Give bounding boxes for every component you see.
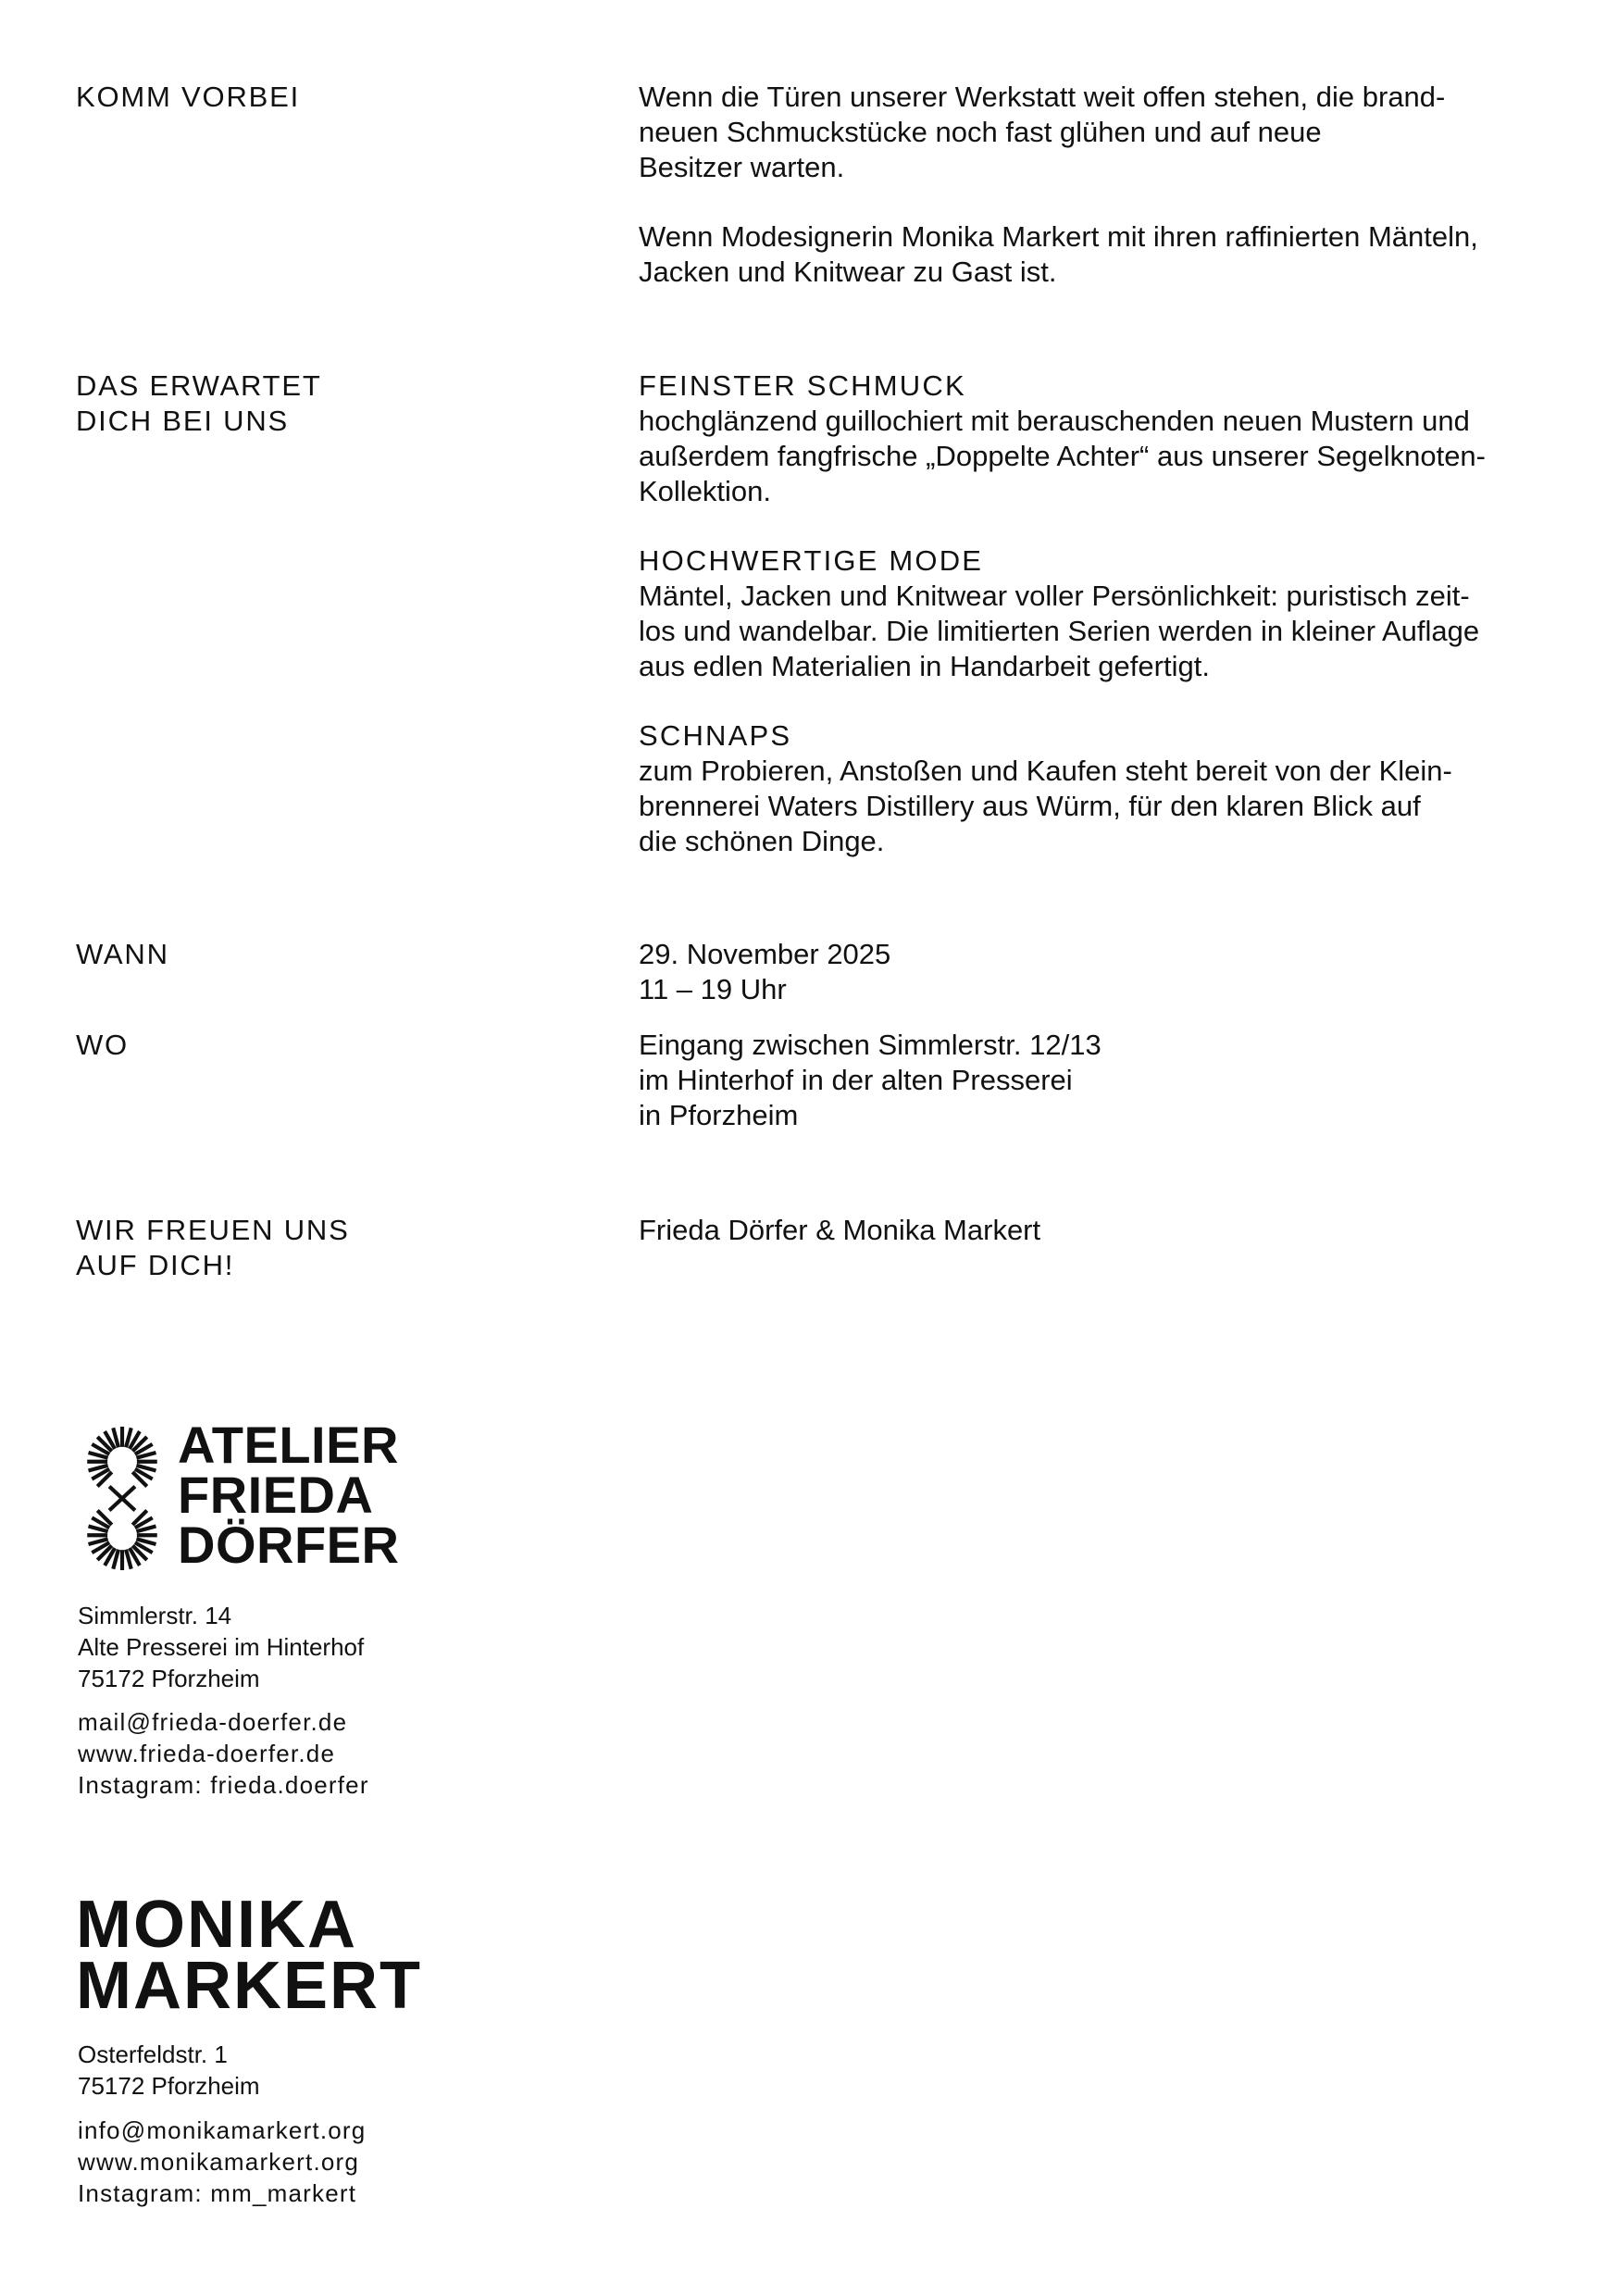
item-3-title: SCHNAPS [639,719,792,752]
atelier-address: Simmlerstr. 14 Alte Presserei im Hinterhof 75172 Pforzheim [78,1602,365,1692]
komm-vorbei-paragraph-2: Wenn Modesignerin Monika Markert mit ihren raffinierten Mänteln, Jacken und Knitwear zu Gast ist. [639,220,1478,288]
item-1-text: hochglänzend guillochiert mit berauschenden neuen Mustern und außerdem fangfrische „Doppelte Achter“ aus unserer Segelknoten- Kollektion. [639,405,1486,507]
label-wann: WANN [76,938,169,970]
item-2-title: HOCHWERTIGE MODE [639,544,984,577]
label-das-erwartet: DAS ERWARTET DICH BEI UNS [76,369,322,437]
item-1-title: FEINSTER SCHMUCK [639,369,966,402]
das-erwartet-content [639,368,1555,859]
sunburst-figure-eight-icon [76,1425,168,1572]
komm-vorbei-content [639,80,1555,290]
wir-freuen-text: Frieda Dörfer & Monika Markert [639,1214,1041,1246]
wo-text: Eingang zwischen Simmlerstr. 12/13 im Hinterhof in der alten Presserei in Pforzheim [639,1029,1101,1131]
label-wir-freuen: WIR FREUEN UNS AUF DICH! [76,1214,350,1281]
wann-text: 29. November 2025 11 – 19 Uhr [639,938,891,1005]
item-3-text: zum Probieren, Anstoßen und Kaufen steht bereit von der Klein- brennerei Waters Distillery aus Würm, für den klaren Blick auf die schönen Dinge. [639,755,1452,857]
monika-contact: info@monikamarkert.org www.monikamarkert.org Instagram: mm_markert [78,2116,367,2207]
atelier-contact: mail@frieda-doerfer.de www.frieda-doerfer.de Instagram: frieda.doerfer [78,1708,369,1799]
label-wo: WO [76,1029,129,1061]
monika-logo-text: MONIKA MARKERT [76,1888,422,2023]
label-komm-vorbei: KOMM VORBEI [76,81,300,113]
atelier-logo-text: ATELIER FRIEDA DÖRFER [178,1416,400,1574]
komm-vorbei-paragraph-1: Wenn die Türen unserer Werkstatt weit offen stehen, die brand- neuen Schmuckstücke noch fast glühen und auf neue Besitzer warten. [639,81,1446,183]
monika-address: Osterfeldstr. 1 75172 Pforzheim [78,2040,260,2100]
item-2-text: Mäntel, Jacken und Knitwear voller Persönlichkeit: puristisch zeit- los und wandelbar. Die limitierten Serien werden in kleiner Auflage aus edlen Materialien in Handarbeit gefertigt. [639,580,1480,682]
